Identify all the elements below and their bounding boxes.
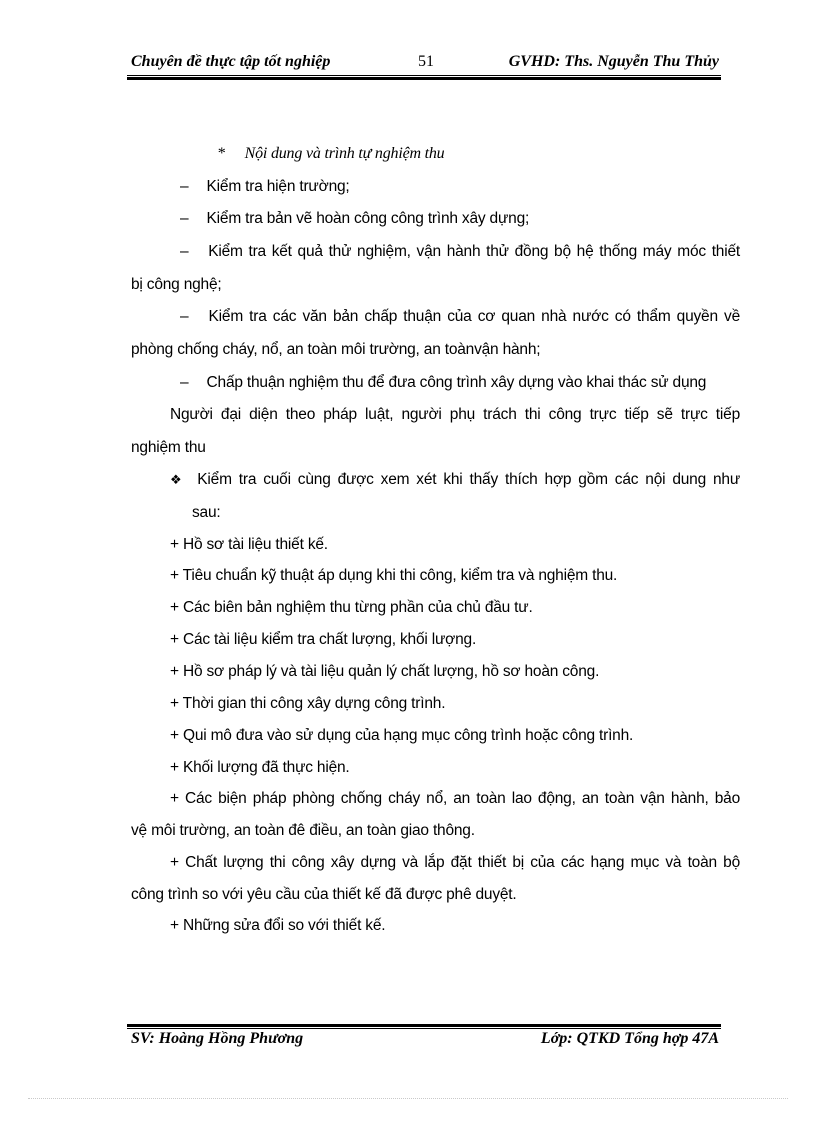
dash-marker: – [180,178,189,195]
dash-item-text: Kiểm tra bản vẽ hoàn công công trình xây dựng; [206,210,530,227]
dash-item-3-line1 [180,243,740,261]
dash-item-4-line2: phòng chống cháy, nổ, an toàn môi trường, an toànvận hành; [131,341,541,358]
plus-item-4: + Các tài liệu kiểm tra chất lượng, khối lượng. [170,631,477,648]
final-check-line1 [170,471,740,489]
dash-item-3-line2: bị công nghệ; [131,276,222,293]
heading-marker: * [217,145,225,162]
plus-item-2: + Tiêu chuẩn kỹ thuật áp dụng khi thi công, kiểm tra và nghiệm thu. [170,567,618,584]
final-check-line2: sau: [192,504,221,521]
footer-rule-thick [127,1024,721,1027]
safety-paragraph-line1: + Các biện pháp phòng chống cháy nổ, an toàn lao động, an toàn vận hành, bảo [170,790,740,807]
footer-class: Lớp: QTKD Tổng hợp 47A [540,1030,719,1047]
header-rule-thick [127,77,721,80]
plus-item-7: + Qui mô đưa vào sử dụng của hạng mục công trình hoặc công trình. [170,727,634,744]
header-supervisor: GVHD: Ths. Nguyễn Thu Thủy [508,53,719,70]
page-header [131,50,719,76]
page-footer [131,1030,719,1054]
dash-item-text: Kiểm tra hiện trường; [206,178,350,195]
dash-item-5 [180,374,706,392]
dash-marker: – [180,308,189,325]
dash-item-text: Kiểm tra kết quả thử nghiệm, vận hành thử đồng bộ hệ thống máy móc thiết [208,243,740,260]
dash-item-4-line1 [180,308,740,326]
footer-rule-thin [127,1028,721,1029]
dash-item-text: Kiểm tra các văn bản chấp thuận của cơ quan nhà nước có thẩm quyền về [208,308,740,325]
plus-item-6: + Thời gian thi công xây dựng công trình. [170,695,446,712]
dash-item-text: Chấp thuận nghiệm thu để đưa công trình xây dựng vào khai thác sử dụng [206,374,707,391]
representative-paragraph-line1: Người đại diện theo pháp luật, người phụ trách thi công trực tiếp sẽ trực tiếp [170,406,740,423]
dash-marker: – [180,374,189,391]
header-report-title: Chuyên đề thực tập tốt nghiệp [131,53,331,70]
plus-item-5: + Hồ sơ pháp lý và tài liệu quản lý chất lượng, hồ sơ hoàn công. [170,663,600,680]
heading-text: Nội dung và trình tự nghiệm thu [244,145,445,162]
header-rule-thin [127,75,721,76]
plus-item-1: + Hồ sơ tài liệu thiết kế. [170,536,328,553]
plus-item-8: + Khối lượng đã thực hiện. [170,759,350,776]
plus-item-3: + Các biên bản nghiệm thu từng phần của chủ đầu tư. [170,599,533,616]
footer-student: SV: Hoàng Hồng Phương [131,1030,304,1047]
quality-paragraph-line1: + Chất lượng thi công xây dựng và lắp đặt thiết bị của các hạng mục và toàn bộ [170,854,740,871]
dash-item-1 [180,178,350,196]
page-edge-divider [28,1098,788,1099]
final-check-text: Kiểm tra cuối cùng được xem xét khi thấy thích hợp gồm các nội dung như [197,471,740,488]
representative-paragraph-line2: nghiệm thu [131,439,206,456]
section-heading [217,145,444,163]
header-page-number: 51 [418,53,434,70]
safety-paragraph-line2: vệ môi trường, an toàn đê điều, an toàn giao thông. [131,822,475,839]
diamond-bullet-icon: ❖ [170,473,185,488]
dash-marker: – [180,243,189,260]
dash-marker: – [180,210,189,227]
changes-item: + Những sửa đổi so với thiết kế. [170,917,386,934]
quality-paragraph-line2: công trình so với yêu cầu của thiết kế đã được phê duyệt. [131,886,517,903]
dash-item-2 [180,210,529,228]
